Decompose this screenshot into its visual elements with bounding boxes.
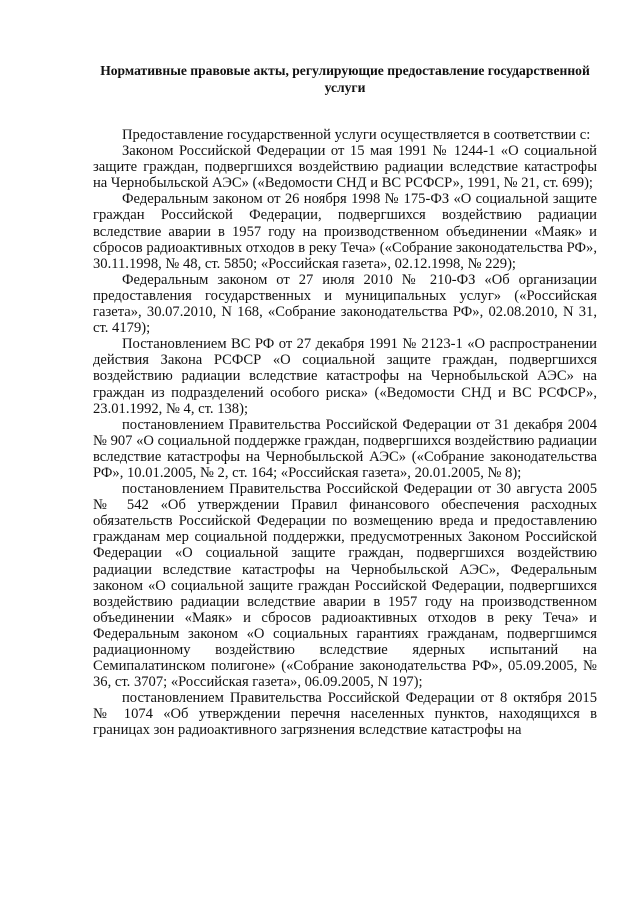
- paragraph-resolution-542: постановлением Правительства Российской Федерации от 30 августа 2005 № 542 «Об утверждении Правил финансового обеспечения расходных обязательств Российской Федерации по возмещению вреда и предоставлению гражданам мер социальной поддержки, предусмотренных Законом Российской Федерации «О социальной защите граждан, подвергшихся воздействию радиации вследствие катастрофы на Чернобыльской АЭС», Федеральным законом «О социальной защите граждан Российской Федерации, подвергшихся воздействию радиации вследствие аварии в 1957 году на производственном объединении «Маяк» и сбросов радиоактивных отходов в реку Теча» и Федеральным законом «О социальных гарантиях гражданам, подвергшимся радиационному воздействию вследствие ядерных испытаний на Семипалатинском полигоне» («Собрание законодательства РФ», 05.09.2005, № 36, ст. 3707; «Российская газета», 06.09.2005, N 197);: [93, 481, 597, 691]
- paragraph-law-175-fz: Федеральным законом от 26 ноября 1998 № 175-ФЗ «О социальной защите граждан Российской Федерации, подвергшихся воздействию радиации вследствие аварии в 1957 году на производственном объединении «Маяк» и сбросов радиоактивных отходов в реку Теча» («Собрание законодательства РФ», 30.11.1998, № 48, ст. 5850; «Российская газета», 02.12.1998, № 229);: [93, 191, 597, 272]
- document-page: [93, 62, 597, 739]
- paragraph-resolution-907: постановлением Правительства Российской Федерации от 31 декабря 2004 № 907 «О социальной поддержке граждан, подвергшихся воздействию радиации вследствие катастрофы на Чернобыльской АЭС» («Собрание законодательства РФ», 10.01.2005, № 2, ст. 164; «Российская газета», 20.01.2005, № 8);: [93, 416, 597, 481]
- document-body: [93, 127, 597, 739]
- paragraph-law-1244-1: Законом Российской Федерации от 15 мая 1991 № 1244-1 «О социальной защите граждан, подвергшихся воздействию радиации вследствие катастрофы на Чернобыльской АЭС» («Ведомости СНД и ВС РСФСР», 1991, № 21, ст. 699);: [93, 143, 597, 192]
- paragraph-resolution-2123-1: Постановлением ВС РФ от 27 декабря 1991 № 2123-1 «О распространении действия Закона РСФСР «О социальной защите граждан, подвергшихся воздействию радиации вследствие катастрофы на Чернобыльской АЭС» на граждан из подразделений особого риска» («Ведомости СНД и ВС РСФСР», 23.01.1992, № 4, ст. 138);: [93, 336, 597, 417]
- paragraph-intro: Предоставление государственной услуги осуществляется в соответствии с:: [122, 127, 591, 143]
- paragraph-resolution-1074: постановлением Правительства Российской Федерации от 8 октября 2015 № 1074 «Об утверждении перечня населенных пунктов, находящихся в границах зон радиоактивного загрязнения вследствие катастрофы на: [93, 690, 597, 739]
- document-title: Нормативные правовые акты, регулирующие предоставление государственной услуги: [100, 63, 590, 95]
- paragraph-law-210-fz: Федеральным законом от 27 июля 2010 № 210-ФЗ «Об организации предоставления государственных и муниципальных услуг» («Российская газета», 30.07.2010, N 168, «Собрание законодательства РФ», 02.08.2010, N 31, ст. 4179);: [93, 271, 597, 337]
